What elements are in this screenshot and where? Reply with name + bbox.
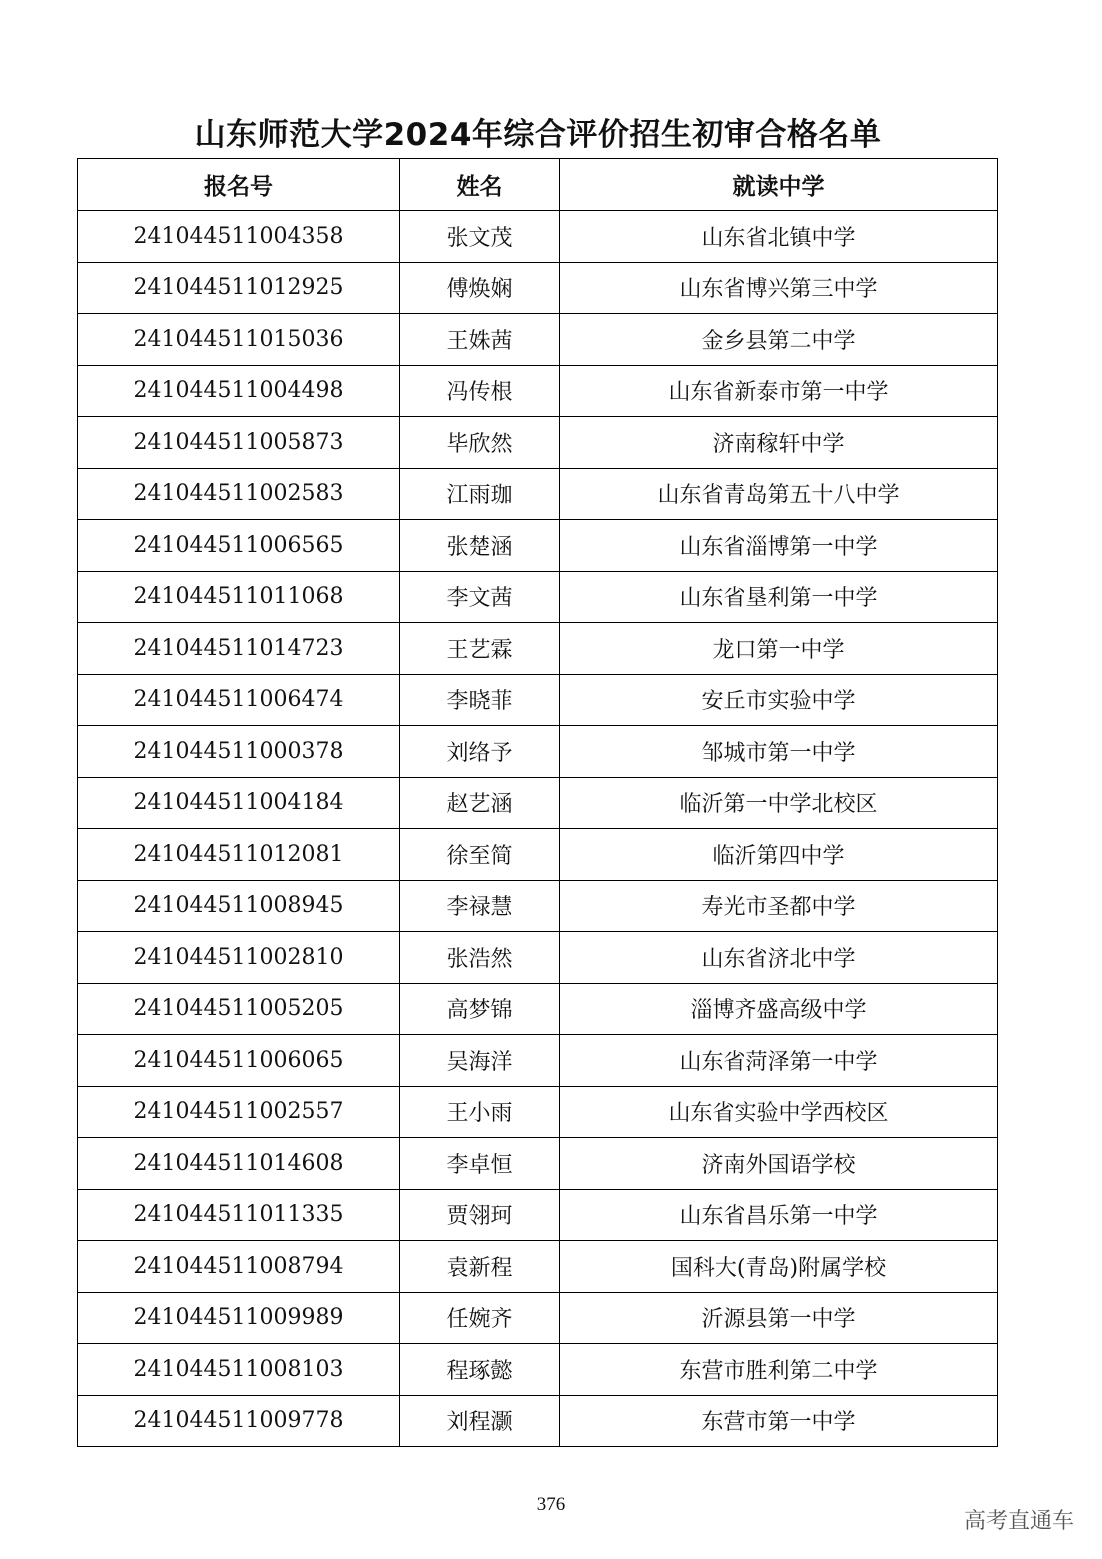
- high-school-cell: 安丘市实验中学: [560, 674, 998, 726]
- student-name-cell: 吴海洋: [400, 1035, 560, 1087]
- table-row: [78, 777, 998, 829]
- student-name-cell: 毕欣然: [400, 417, 560, 469]
- table-row: [78, 262, 998, 314]
- high-school-cell: 淄博齐盛高级中学: [560, 983, 998, 1035]
- student-name-cell: 高梦锦: [400, 983, 560, 1035]
- high-school-cell: 山东省昌乐第一中学: [560, 1189, 998, 1241]
- page-number: 376: [536, 1494, 566, 1515]
- table-row: [78, 468, 998, 520]
- high-school-cell: 山东省实验中学西校区: [560, 1086, 998, 1138]
- registration-number-cell: 241044511011335: [78, 1189, 400, 1241]
- student-name-cell: 张文茂: [400, 211, 560, 263]
- high-school-cell: 金乡县第二中学: [560, 314, 998, 366]
- student-name-cell: 张楚涵: [400, 520, 560, 572]
- table-row: [78, 1241, 998, 1293]
- student-name-cell: 王小雨: [400, 1086, 560, 1138]
- high-school-cell: 东营市第一中学: [560, 1395, 998, 1447]
- student-name-cell: 程琢懿: [400, 1344, 560, 1396]
- registration-number-cell: 241044511008103: [78, 1344, 400, 1396]
- table-row: [78, 880, 998, 932]
- high-school-cell: 沂源县第一中学: [560, 1292, 998, 1344]
- student-name-cell: 徐至简: [400, 829, 560, 881]
- registration-number-cell: 241044511004358: [78, 211, 400, 263]
- student-name-cell: 张浩然: [400, 932, 560, 984]
- high-school-cell: 山东省垦利第一中学: [560, 571, 998, 623]
- table-row: [78, 314, 998, 366]
- high-school-cell: 山东省新泰市第一中学: [560, 365, 998, 417]
- table-row: [78, 365, 998, 417]
- student-name-cell: 李文茜: [400, 571, 560, 623]
- table-row: [78, 1344, 998, 1396]
- high-school-cell: 济南外国语学校: [560, 1138, 998, 1190]
- student-name-cell: 贾翎珂: [400, 1189, 560, 1241]
- watermark: 高考直通车: [963, 1509, 1074, 1534]
- registration-number-cell: 241044511002557: [78, 1086, 400, 1138]
- student-name-cell: 冯传根: [400, 365, 560, 417]
- table-row: [78, 674, 998, 726]
- high-school-cell: 济南稼轩中学: [560, 417, 998, 469]
- student-name-cell: 刘络予: [400, 726, 560, 778]
- high-school-cell: 东营市胜利第二中学: [560, 1344, 998, 1396]
- registration-number-cell: 241044511004184: [78, 777, 400, 829]
- registration-number-cell: 241044511014723: [78, 623, 400, 675]
- high-school-cell: 国科大(青岛)附属学校: [560, 1241, 998, 1293]
- student-name-cell: 傅焕娴: [400, 262, 560, 314]
- high-school-cell: 临沂第四中学: [560, 829, 998, 881]
- student-name-cell: 赵艺涵: [400, 777, 560, 829]
- table-row: [78, 1138, 998, 1190]
- table-row: [78, 1086, 998, 1138]
- high-school-cell: 山东省青岛第五十八中学: [560, 468, 998, 520]
- table-row: [78, 571, 998, 623]
- table-row: [78, 726, 998, 778]
- student-name-cell: 李晓菲: [400, 674, 560, 726]
- table-row: [78, 1292, 998, 1344]
- registration-number-cell: 241044511006474: [78, 674, 400, 726]
- student-name-cell: 任婉齐: [400, 1292, 560, 1344]
- registration-number-cell: 241044511006065: [78, 1035, 400, 1087]
- registration-number-cell: 241044511014608: [78, 1138, 400, 1190]
- student-name-cell: 李卓恒: [400, 1138, 560, 1190]
- student-name-cell: 江雨珈: [400, 468, 560, 520]
- registration-number-cell: 241044511002810: [78, 932, 400, 984]
- high-school-cell: 寿光市圣都中学: [560, 880, 998, 932]
- student-name-cell: 李禄慧: [400, 880, 560, 932]
- registration-number-cell: 241044511002583: [78, 468, 400, 520]
- table-row: [78, 1189, 998, 1241]
- table-row: [78, 417, 998, 469]
- high-school-cell: 山东省北镇中学: [560, 211, 998, 263]
- high-school-cell: 山东省淄博第一中学: [560, 520, 998, 572]
- registration-number-cell: 241044511006565: [78, 520, 400, 572]
- table-header-row: [78, 159, 998, 211]
- header-high-school: 就读中学: [560, 159, 998, 211]
- registration-number-cell: 241044511005205: [78, 983, 400, 1035]
- registration-number-cell: 241044511004498: [78, 365, 400, 417]
- table-row: [78, 1035, 998, 1087]
- registration-number-cell: 241044511008945: [78, 880, 400, 932]
- table-row: [78, 932, 998, 984]
- student-name-cell: 袁新程: [400, 1241, 560, 1293]
- table-row: [78, 829, 998, 881]
- table-row: [78, 211, 998, 263]
- student-name-cell: 王姝茜: [400, 314, 560, 366]
- registration-number-cell: 241044511012925: [78, 262, 400, 314]
- table-row: [78, 623, 998, 675]
- table-row: [78, 520, 998, 572]
- header-name: 姓名: [400, 159, 560, 211]
- registration-number-cell: 241044511000378: [78, 726, 400, 778]
- high-school-cell: 山东省菏泽第一中学: [560, 1035, 998, 1087]
- student-name-cell: 王艺霖: [400, 623, 560, 675]
- registration-number-cell: 241044511005873: [78, 417, 400, 469]
- high-school-cell: 山东省济北中学: [560, 932, 998, 984]
- table-row: [78, 983, 998, 1035]
- high-school-cell: 龙口第一中学: [560, 623, 998, 675]
- table-body: [78, 211, 998, 1447]
- registration-number-cell: 241044511009989: [78, 1292, 400, 1344]
- high-school-cell: 邹城市第一中学: [560, 726, 998, 778]
- registration-number-cell: 241044511015036: [78, 314, 400, 366]
- registration-number-cell: 241044511009778: [78, 1395, 400, 1447]
- table-row: [78, 1395, 998, 1447]
- registration-number-cell: 241044511011068: [78, 571, 400, 623]
- registration-number-cell: 241044511008794: [78, 1241, 400, 1293]
- high-school-cell: 山东省博兴第三中学: [560, 262, 998, 314]
- header-registration-number: 报名号: [78, 159, 400, 211]
- student-name-cell: 刘程灏: [400, 1395, 560, 1447]
- registration-number-cell: 241044511012081: [78, 829, 400, 881]
- admission-list-table: [77, 158, 998, 1447]
- high-school-cell: 临沂第一中学北校区: [560, 777, 998, 829]
- page-title: 山东师范大学2024年综合评价招生初审合格名单: [194, 117, 882, 153]
